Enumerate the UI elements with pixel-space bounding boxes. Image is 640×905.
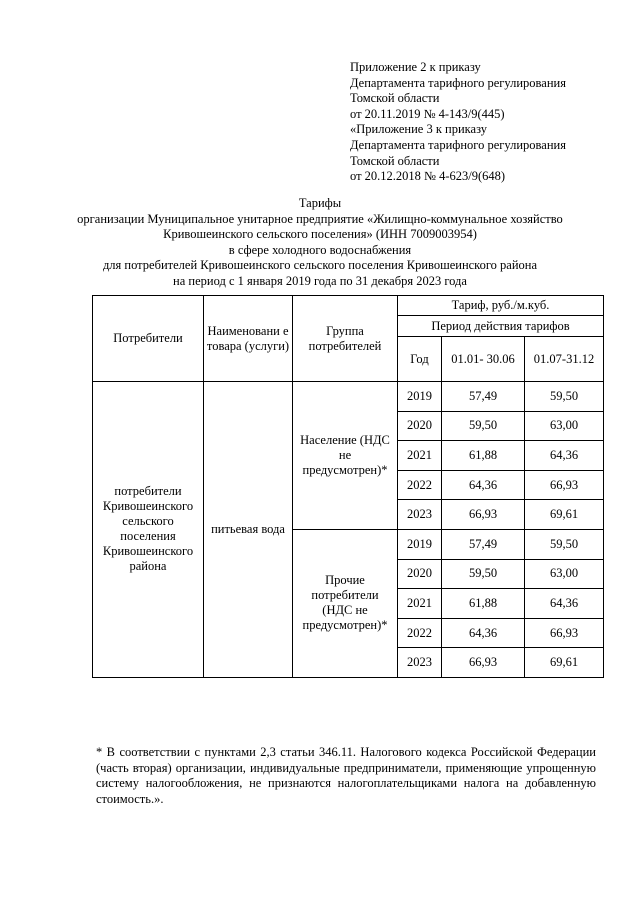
consumer-cell: потребители Кривошеинского сельского поселения Кривошеинского района bbox=[93, 382, 204, 678]
header-line: «Приложение 3 к приказу bbox=[350, 122, 488, 137]
second-half-value: 64,36 bbox=[525, 589, 604, 619]
product-cell: питьевая вода bbox=[204, 382, 293, 678]
title-line: на период с 1 января 2019 года по 31 декабря 2023 года bbox=[173, 273, 467, 288]
consumers-header: Потребители bbox=[93, 296, 204, 382]
second-half-value: 59,50 bbox=[525, 529, 604, 559]
second-half-value: 59,50 bbox=[525, 382, 604, 412]
period-header: Период действия тарифов bbox=[398, 316, 604, 337]
title-line: в сфере холодного водоснабжения bbox=[228, 242, 412, 257]
second-half-value: 63,00 bbox=[525, 411, 604, 441]
year-cell: 2022 bbox=[398, 470, 442, 500]
year-cell: 2023 bbox=[398, 500, 442, 530]
year-cell: 2019 bbox=[398, 382, 442, 412]
second-half-value: 69,61 bbox=[525, 648, 604, 678]
second-half-header: 01.07-31.12 bbox=[525, 337, 604, 382]
header-line: Томской области bbox=[350, 91, 440, 106]
table-row bbox=[93, 382, 604, 412]
group-header: Группа потребителей bbox=[293, 296, 398, 382]
second-half-value: 64,36 bbox=[525, 441, 604, 471]
first-half-value: 64,36 bbox=[442, 618, 525, 648]
year-cell: 2021 bbox=[398, 589, 442, 619]
year-cell: 2021 bbox=[398, 441, 442, 471]
first-half-header: 01.01- 30.06 bbox=[442, 337, 525, 382]
first-half-value: 57,49 bbox=[442, 529, 525, 559]
second-half-value: 66,93 bbox=[525, 618, 604, 648]
title-line: Тарифы bbox=[298, 196, 342, 210]
year-cell: 2019 bbox=[398, 529, 442, 559]
header-line: Департамента тарифного регулирования bbox=[350, 137, 566, 152]
first-half-value: 64,36 bbox=[442, 470, 525, 500]
first-half-value: 57,49 bbox=[442, 382, 525, 412]
year-cell: 2020 bbox=[398, 411, 442, 441]
first-half-value: 61,88 bbox=[442, 441, 525, 471]
first-half-value: 61,88 bbox=[442, 589, 525, 619]
second-half-value: 69,61 bbox=[525, 500, 604, 530]
header-line: от 20.11.2019 № 4-143/9(445) bbox=[350, 106, 505, 121]
second-half-value: 63,00 bbox=[525, 559, 604, 589]
header-line: Томской области bbox=[350, 153, 440, 168]
tariff-table bbox=[92, 295, 604, 678]
order-reference-block bbox=[350, 60, 630, 185]
year-cell: 2022 bbox=[398, 618, 442, 648]
second-half-value: 66,93 bbox=[525, 470, 604, 500]
product-header: Наименовани е товара (услуги) bbox=[204, 296, 293, 382]
header-line: Приложение 2 к приказу bbox=[350, 60, 481, 74]
year-cell: 2023 bbox=[398, 648, 442, 678]
group-cell: Прочие потребители (НДС не предусмотрен)* bbox=[293, 529, 398, 677]
group-cell: Население (НДС не предусмотрен)* bbox=[293, 382, 398, 530]
first-half-value: 66,93 bbox=[442, 500, 525, 530]
title-line: организации Муниципальное унитарное предприятие «Жилищно-коммунальное хозяйство bbox=[77, 211, 563, 226]
document-title bbox=[60, 196, 580, 290]
year-header: Год bbox=[398, 337, 442, 382]
first-half-value: 59,50 bbox=[442, 559, 525, 589]
tariff-header: Тариф, руб./м.куб. bbox=[398, 296, 604, 316]
footnote: * В соответствии с пунктами 2,3 статьи 346.11. Налогового кодекса Российской Федерации (часть вторая) организации, индивидуальные предприниматели, применяющие упрощенную систему налогообложения, не признаются налогоплательщиками налога на добавленную стоимость.». bbox=[96, 745, 596, 806]
first-half-value: 66,93 bbox=[442, 648, 525, 678]
year-cell: 2020 bbox=[398, 559, 442, 589]
first-half-value: 59,50 bbox=[442, 411, 525, 441]
title-line: Кривошеинского сельского поселения» (ИНН 7009003954) bbox=[163, 227, 477, 242]
title-line: для потребителей Кривошеинского сельского поселения Кривошеинского района bbox=[102, 258, 538, 273]
header-line: от 20.12.2018 № 4-623/9(648) bbox=[350, 169, 506, 184]
header-line: Департамента тарифного регулирования bbox=[350, 75, 566, 90]
